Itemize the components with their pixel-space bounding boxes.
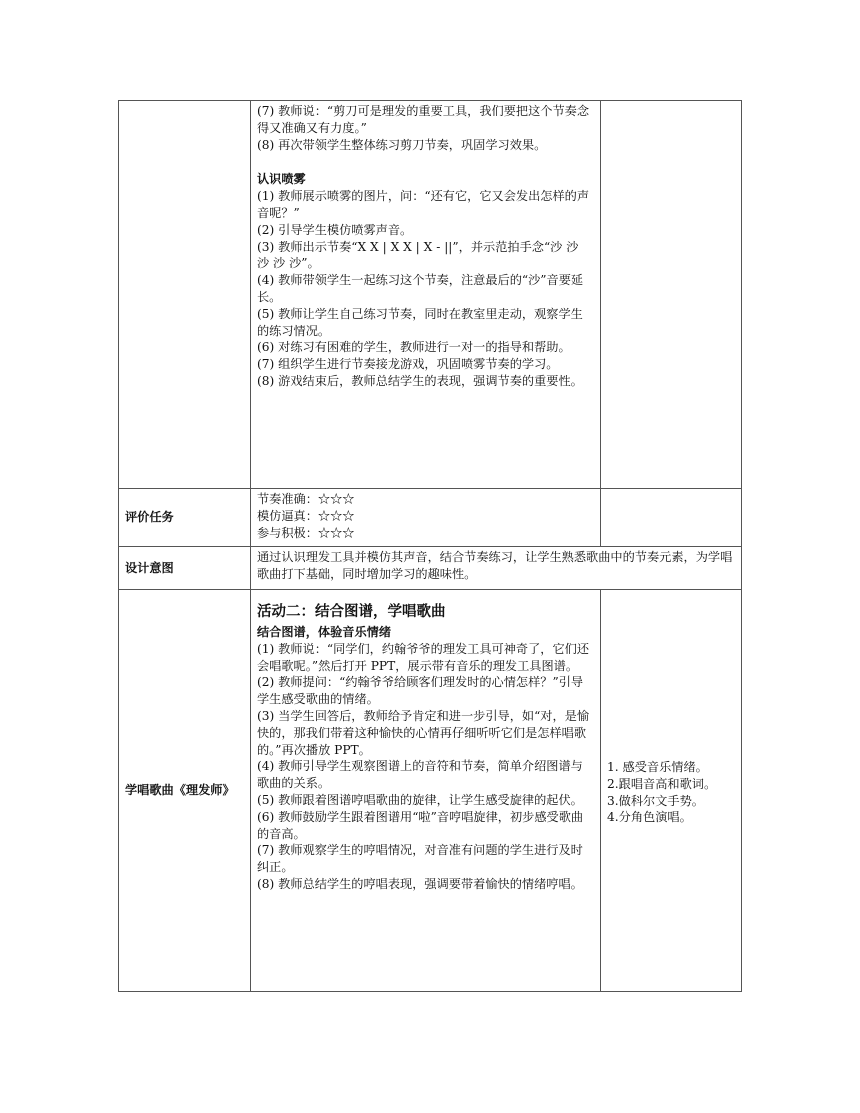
section-title: 结合图谱，体验音乐情绪 bbox=[257, 625, 392, 639]
table-row bbox=[119, 101, 742, 489]
table-row bbox=[119, 590, 742, 992]
evaluation-label: 评价任务 bbox=[119, 489, 251, 547]
note-item: 3.做科尔文手势。 bbox=[607, 793, 704, 808]
step-text: (1) 教师说：“同学们，约翰爷爷的理发工具可神奇了，它们还会唱歌呢。”然后打开 PPT，展示带有音乐的理发工具图谱。 bbox=[257, 641, 590, 673]
step-text: (7) 组织学生进行节奏接龙游戏，巩固喷雾节奏的学习。 bbox=[257, 357, 559, 372]
lesson-plan-table bbox=[118, 100, 742, 992]
evaluation-item: 参与积极：☆☆☆ bbox=[257, 525, 355, 540]
step-text: (4) 教师带领学生一起练习这个节奏，注意最后的“沙”音要延长。 bbox=[257, 273, 584, 304]
activity-title: 活动二：结合图谱，学唱歌曲 bbox=[257, 604, 446, 620]
step-text: (6) 教师鼓励学生跟着图谱用“啦”音哼唱旋律，初步感受歌曲的音高。 bbox=[257, 809, 584, 841]
step-text: (1) 教师展示喷雾的图片，问：“还有它，它又会发出怎样的声音呢？” bbox=[257, 189, 590, 220]
design-intent-text: 通过认识理发工具并模仿其声音，结合节奏练习，让学生熟悉歌曲中的节奏元素，为学唱歌曲打下基础，同时增加学习的趣味性。 bbox=[251, 547, 742, 590]
step-text: (8) 再次带领学生整体练习剪刀节奏，巩固学习效果。 bbox=[257, 137, 547, 152]
step-text: (7) 教师说：“剪刀可是理发的重要工具，我们要把这个节奏念得又准确又有力度。” bbox=[257, 104, 590, 135]
step-text: (8) 教师总结学生的哼唱表现，强调要带着愉快的情绪哼唱。 bbox=[257, 876, 583, 891]
evaluation-notes-cell bbox=[601, 489, 742, 547]
table-row bbox=[119, 489, 742, 547]
step-text: (8) 游戏结束后，教师总结学生的表现，强调节奏的重要性。 bbox=[257, 373, 583, 388]
note-item: 2.跟唱音高和歌词。 bbox=[607, 776, 717, 791]
step-text: (2) 引导学生模仿喷雾声音。 bbox=[257, 222, 413, 237]
lesson-plan-sheet bbox=[118, 100, 741, 992]
step-text: (3) 当学生回答后，教师给予肯定和进一步引导，如“对，是愉快的，那我们带着这种愉快的心情再仔细听听它们是怎样唱歌的。”再次播放 PPT。 bbox=[257, 708, 590, 757]
step-text: (3) 教师出示节奏“X X | X X | X - ||”，并示范拍手念“沙 沙 沙 沙 沙”。 bbox=[257, 239, 579, 271]
evaluation-item: 模仿逼真：☆☆☆ bbox=[257, 508, 355, 523]
step-text: (7) 教师观察学生的哼唱情况，对音准有问题的学生进行及时纠正。 bbox=[257, 843, 583, 875]
note-item: 4.分角色演唱。 bbox=[607, 810, 692, 825]
table-row bbox=[119, 547, 742, 590]
row1-notes-cell bbox=[601, 101, 742, 489]
note-item: 1. 感受音乐情绪。 bbox=[607, 759, 708, 774]
row1-content-cell bbox=[251, 101, 601, 489]
evaluation-content-cell bbox=[251, 489, 601, 547]
activity-label: 学唱歌曲《理发师》 bbox=[119, 590, 251, 992]
step-text: (2) 教师提问：“约翰爷爷给顾客们理发时的心情怎样？”引导学生感受歌曲的情绪。 bbox=[257, 675, 584, 707]
step-text: (5) 教师跟着图谱哼唱歌曲的旋律，让学生感受旋律的起伏。 bbox=[257, 792, 583, 807]
section-title: 认识喷雾 bbox=[257, 172, 306, 187]
evaluation-item: 节奏准确：☆☆☆ bbox=[257, 492, 355, 506]
design-intent-label: 设计意图 bbox=[119, 547, 251, 590]
step-text: (4) 教师引导学生观察图谱上的音符和节奏，简单介绍图谱与歌曲的关系。 bbox=[257, 759, 583, 791]
step-text: (6) 对练习有困难的学生，教师进行一对一的指导和帮助。 bbox=[257, 340, 571, 355]
activity-notes-cell bbox=[601, 590, 742, 992]
activity-content-cell bbox=[251, 590, 601, 992]
row1-label-cell bbox=[119, 101, 251, 489]
step-text: (5) 教师让学生自己练习节奏，同时在教室里走动，观察学生的练习情况。 bbox=[257, 306, 583, 338]
